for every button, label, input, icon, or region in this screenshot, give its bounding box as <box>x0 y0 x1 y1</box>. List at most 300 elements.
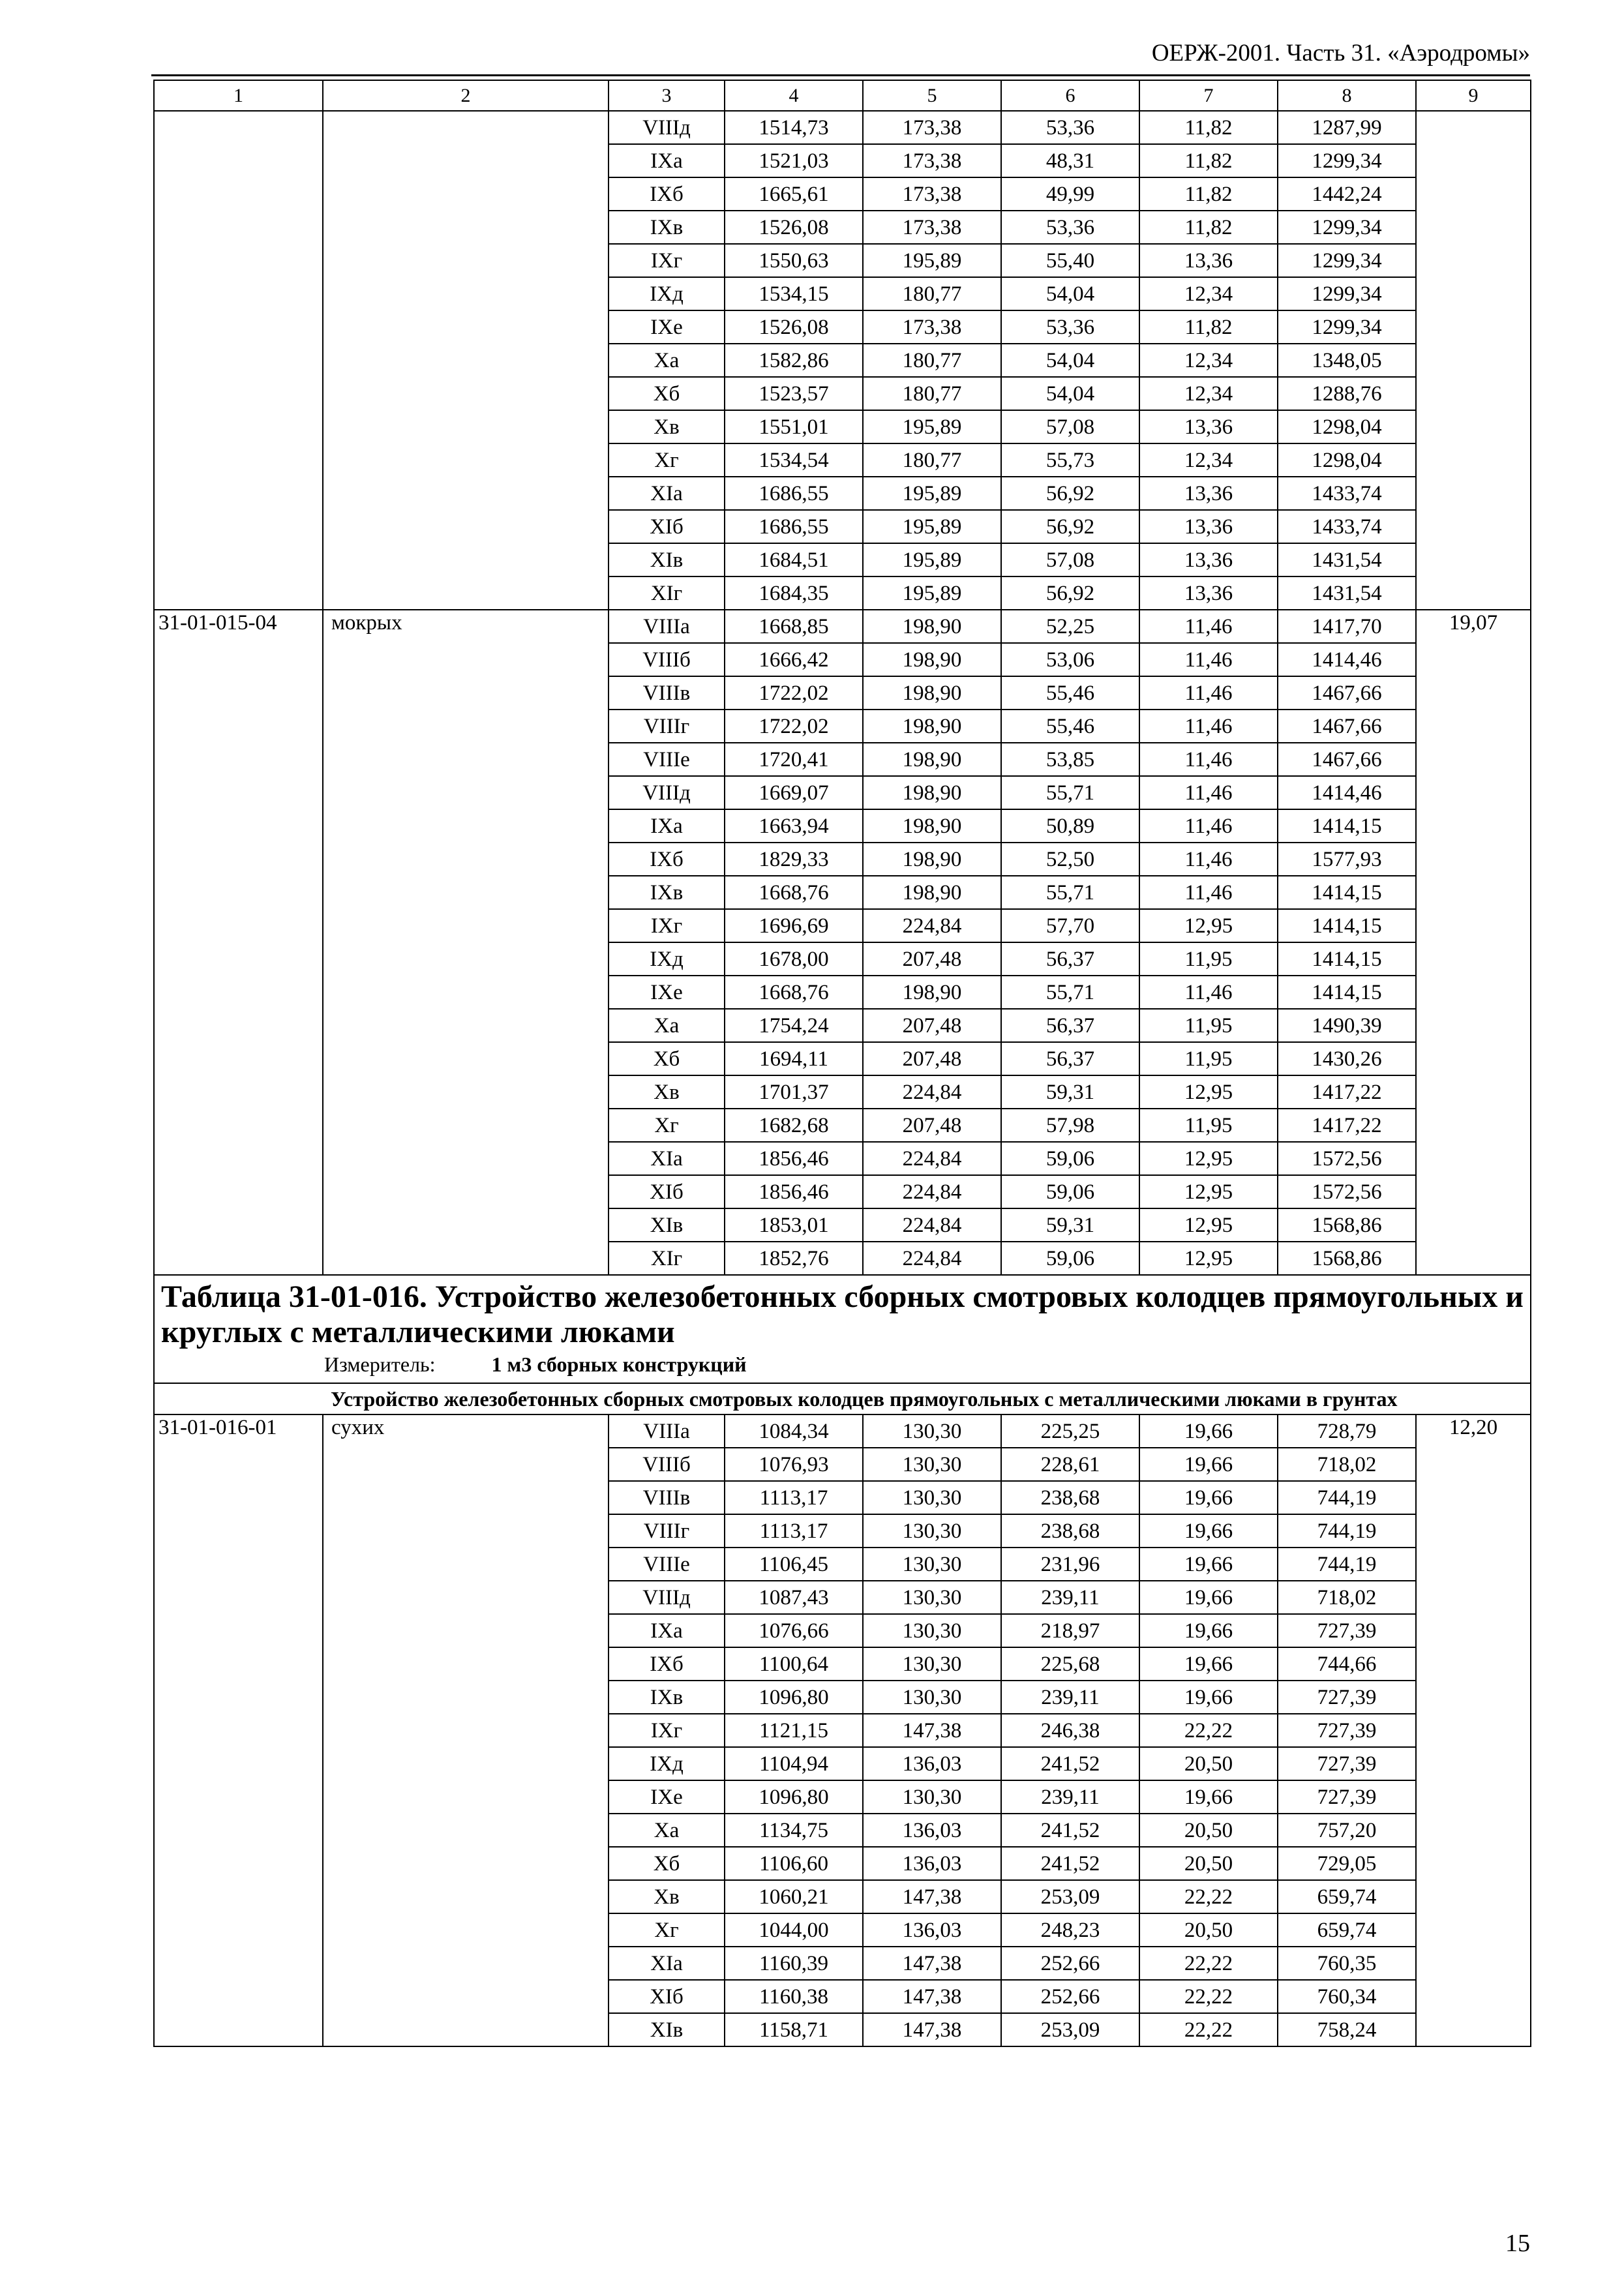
page-number: 15 <box>1505 2230 1530 2257</box>
cost-value: 1298,04 <box>1278 410 1416 443</box>
cost-value: 11,95 <box>1139 1042 1278 1075</box>
cost-value: 1852,76 <box>725 1242 863 1275</box>
cost-value: 1666,42 <box>725 643 863 676</box>
column-number: 7 <box>1139 80 1278 111</box>
column-number: 5 <box>863 80 1001 111</box>
cost-value: 130,30 <box>863 1581 1001 1614</box>
soil-group: Xг <box>609 1109 725 1142</box>
cost-value: 11,46 <box>1139 610 1278 643</box>
cost-value: 1431,54 <box>1278 576 1416 610</box>
cost-value: 224,84 <box>863 1242 1001 1275</box>
cost-value: 1853,01 <box>725 1208 863 1242</box>
cost-value: 1663,94 <box>725 809 863 843</box>
cost-value: 1100,64 <box>725 1647 863 1681</box>
cost-value: 57,08 <box>1001 410 1139 443</box>
cost-value: 1298,04 <box>1278 443 1416 477</box>
cost-value: 59,31 <box>1001 1208 1139 1242</box>
soil-group: IXв <box>609 211 725 244</box>
header-rule <box>151 74 1530 76</box>
cost-value: 12,95 <box>1139 1175 1278 1208</box>
cost-value: 147,38 <box>863 2013 1001 2046</box>
labor-value: 12,20 <box>1416 1414 1531 2046</box>
cost-value: 147,38 <box>863 1980 1001 2013</box>
cost-value: 253,09 <box>1001 1880 1139 1913</box>
cost-value: 1678,00 <box>725 942 863 976</box>
cost-value: 1526,08 <box>725 211 863 244</box>
soil-group: IXг <box>609 1714 725 1747</box>
cost-value: 246,38 <box>1001 1714 1139 1747</box>
cost-value: 239,11 <box>1001 1780 1139 1814</box>
cost-value: 130,30 <box>863 1448 1001 1481</box>
cost-value: 53,06 <box>1001 643 1139 676</box>
cost-value: 1121,15 <box>725 1714 863 1747</box>
cost-value: 57,08 <box>1001 543 1139 576</box>
cost-value: 136,03 <box>863 1814 1001 1847</box>
soil-group: XIб <box>609 1980 725 2013</box>
cost-value: 11,46 <box>1139 976 1278 1009</box>
cost-value: 218,97 <box>1001 1614 1139 1647</box>
cost-value: 19,66 <box>1139 1647 1278 1681</box>
cost-value: 195,89 <box>863 510 1001 543</box>
cost-value: 11,46 <box>1139 676 1278 710</box>
cost-value: 760,34 <box>1278 1980 1416 2013</box>
cost-value: 225,68 <box>1001 1647 1139 1681</box>
labor-value: 19,07 <box>1416 610 1531 1275</box>
cost-value: 1430,26 <box>1278 1042 1416 1075</box>
cost-value: 1414,15 <box>1278 942 1416 976</box>
soil-group: VIIIб <box>609 643 725 676</box>
soil-group: Xг <box>609 1913 725 1947</box>
cost-value: 224,84 <box>863 909 1001 942</box>
cost-value: 55,71 <box>1001 776 1139 809</box>
cost-value: 1521,03 <box>725 144 863 177</box>
cost-value: 195,89 <box>863 410 1001 443</box>
cost-value: 59,31 <box>1001 1075 1139 1109</box>
cost-value: 1550,63 <box>725 244 863 277</box>
soil-group: XIв <box>609 543 725 576</box>
cost-value: 12,34 <box>1139 277 1278 310</box>
column-number: 1 <box>154 80 323 111</box>
cost-value: 239,11 <box>1001 1681 1139 1714</box>
cost-value: 728,79 <box>1278 1414 1416 1448</box>
meter-label: Измеритель: <box>324 1353 436 1376</box>
cost-value: 12,95 <box>1139 1075 1278 1109</box>
cost-value: 11,46 <box>1139 776 1278 809</box>
rates-table <box>153 80 1531 2047</box>
cost-value: 55,46 <box>1001 676 1139 710</box>
cost-value: 224,84 <box>863 1175 1001 1208</box>
soil-group: VIIIд <box>609 776 725 809</box>
cost-value: 744,66 <box>1278 1647 1416 1681</box>
cost-value: 180,77 <box>863 377 1001 410</box>
cost-value: 11,95 <box>1139 1109 1278 1142</box>
cost-value: 1087,43 <box>725 1581 863 1614</box>
cost-value: 20,50 <box>1139 1913 1278 1947</box>
soil-group: Xб <box>609 1042 725 1075</box>
meter-line <box>161 1351 1525 1377</box>
cost-value: 1754,24 <box>725 1009 863 1042</box>
soil-group: VIIIе <box>609 1548 725 1581</box>
cost-value: 53,85 <box>1001 743 1139 776</box>
cost-value: 136,03 <box>863 1913 1001 1947</box>
cost-value: 19,66 <box>1139 1448 1278 1481</box>
cost-value: 173,38 <box>863 177 1001 211</box>
cost-value: 59,06 <box>1001 1142 1139 1175</box>
cost-value: 1668,85 <box>725 610 863 643</box>
cost-value: 1106,60 <box>725 1847 863 1880</box>
cost-value: 1096,80 <box>725 1681 863 1714</box>
cost-value: 1534,54 <box>725 443 863 477</box>
table-row <box>154 1414 1531 1448</box>
soil-group: IXе <box>609 1780 725 1814</box>
cost-value: 248,23 <box>1001 1913 1139 1947</box>
cost-value: 12,95 <box>1139 1208 1278 1242</box>
cost-value: 55,71 <box>1001 976 1139 1009</box>
table-016-subtitle-row <box>154 1383 1531 1414</box>
cost-value: 1701,37 <box>725 1075 863 1109</box>
cost-value: 1417,22 <box>1278 1075 1416 1109</box>
soil-group: Xa <box>609 344 725 377</box>
cost-value: 49,99 <box>1001 177 1139 211</box>
cost-value: 1299,34 <box>1278 310 1416 344</box>
cost-value: 1523,57 <box>725 377 863 410</box>
cost-value: 1551,01 <box>725 410 863 443</box>
cost-value: 173,38 <box>863 144 1001 177</box>
cost-value: 1084,34 <box>725 1414 863 1448</box>
cost-value: 198,90 <box>863 809 1001 843</box>
cost-value: 59,06 <box>1001 1242 1139 1275</box>
column-number: 9 <box>1416 80 1531 111</box>
cost-value: 727,39 <box>1278 1747 1416 1780</box>
cost-value: 55,40 <box>1001 244 1139 277</box>
soil-condition <box>323 111 609 610</box>
subtitle-spacer <box>154 1383 323 1414</box>
cost-value: 1417,22 <box>1278 1109 1416 1142</box>
soil-group: IXг <box>609 244 725 277</box>
soil-group: IXб <box>609 843 725 876</box>
table-row <box>154 610 1531 643</box>
cost-value: 238,68 <box>1001 1514 1139 1548</box>
soil-group: IXд <box>609 277 725 310</box>
cost-value: 147,38 <box>863 1714 1001 1747</box>
cost-value: 1158,71 <box>725 2013 863 2046</box>
table-subtitle: Устройство железобетонных сборных смотровых колодцев прямоугольных с металлическими люками в грунтах <box>323 1383 1531 1414</box>
cost-value: 1414,15 <box>1278 976 1416 1009</box>
soil-group: Xв <box>609 1880 725 1913</box>
cost-value: 1442,24 <box>1278 177 1416 211</box>
cost-value: 727,39 <box>1278 1714 1416 1747</box>
cost-value: 1577,93 <box>1278 843 1416 876</box>
soil-group: IXв <box>609 876 725 909</box>
cost-value: 19,66 <box>1139 1414 1278 1448</box>
cost-value: 19,66 <box>1139 1681 1278 1714</box>
cost-value: 11,46 <box>1139 876 1278 909</box>
cost-value: 20,50 <box>1139 1814 1278 1847</box>
soil-group: XIб <box>609 1175 725 1208</box>
cost-value: 136,03 <box>863 1847 1001 1880</box>
cost-value: 1096,80 <box>725 1780 863 1814</box>
cost-value: 53,36 <box>1001 111 1139 144</box>
cost-value: 1582,86 <box>725 344 863 377</box>
cost-value: 11,46 <box>1139 809 1278 843</box>
cost-value: 1076,66 <box>725 1614 863 1647</box>
cost-value: 198,90 <box>863 976 1001 1009</box>
cost-value: 1431,54 <box>1278 543 1416 576</box>
rate-code: 31-01-016-01 <box>154 1414 323 2046</box>
cost-value: 1076,93 <box>725 1448 863 1481</box>
cost-value: 20,50 <box>1139 1747 1278 1780</box>
cost-value: 718,02 <box>1278 1448 1416 1481</box>
soil-group: Xб <box>609 1847 725 1880</box>
cost-value: 56,37 <box>1001 942 1139 976</box>
cost-value: 198,90 <box>863 876 1001 909</box>
cost-value: 1106,45 <box>725 1548 863 1581</box>
cost-value: 207,48 <box>863 1009 1001 1042</box>
cost-value: 1299,34 <box>1278 277 1416 310</box>
cost-value: 1668,76 <box>725 876 863 909</box>
cost-value: 173,38 <box>863 211 1001 244</box>
cost-value: 1722,02 <box>725 676 863 710</box>
cost-value: 147,38 <box>863 1947 1001 1980</box>
soil-group: IXе <box>609 976 725 1009</box>
cost-value: 136,03 <box>863 1747 1001 1780</box>
cost-value: 22,22 <box>1139 1714 1278 1747</box>
cost-value: 11,46 <box>1139 843 1278 876</box>
cost-value: 130,30 <box>863 1614 1001 1647</box>
cost-value: 198,90 <box>863 776 1001 809</box>
soil-condition: сухих <box>323 1414 609 2046</box>
cost-value: 1467,66 <box>1278 743 1416 776</box>
cost-value: 130,30 <box>863 1514 1001 1548</box>
cost-value: 22,22 <box>1139 1947 1278 1980</box>
soil-group: IXa <box>609 144 725 177</box>
labor-value <box>1416 111 1531 610</box>
cost-value: 1696,69 <box>725 909 863 942</box>
soil-group: Xг <box>609 443 725 477</box>
cost-value: 13,36 <box>1139 477 1278 510</box>
cost-value: 12,95 <box>1139 1142 1278 1175</box>
cost-value: 173,38 <box>863 111 1001 144</box>
cost-value: 224,84 <box>863 1142 1001 1175</box>
cost-value: 56,92 <box>1001 576 1139 610</box>
column-number: 3 <box>609 80 725 111</box>
cost-value: 1414,15 <box>1278 809 1416 843</box>
cost-value: 173,38 <box>863 310 1001 344</box>
cost-value: 11,46 <box>1139 710 1278 743</box>
cost-value: 1134,75 <box>725 1814 863 1847</box>
cost-value: 1686,55 <box>725 510 863 543</box>
soil-group: XIв <box>609 1208 725 1242</box>
cost-value: 50,89 <box>1001 809 1139 843</box>
cost-value: 1113,17 <box>725 1481 863 1514</box>
cost-value: 54,04 <box>1001 344 1139 377</box>
cost-value: 241,52 <box>1001 1847 1139 1880</box>
cost-value: 130,30 <box>863 1414 1001 1448</box>
cost-value: 1467,66 <box>1278 676 1416 710</box>
column-number: 2 <box>323 80 609 111</box>
cost-value: 1514,73 <box>725 111 863 144</box>
cost-value: 1414,15 <box>1278 876 1416 909</box>
cost-value: 198,90 <box>863 643 1001 676</box>
cost-value: 1829,33 <box>725 843 863 876</box>
soil-group: XIг <box>609 1242 725 1275</box>
cost-value: 130,30 <box>863 1647 1001 1681</box>
cost-value: 53,36 <box>1001 310 1139 344</box>
cost-value: 252,66 <box>1001 1980 1139 2013</box>
cost-value: 241,52 <box>1001 1814 1139 1847</box>
cost-value: 1665,61 <box>725 177 863 211</box>
cost-value: 130,30 <box>863 1481 1001 1514</box>
cost-value: 195,89 <box>863 477 1001 510</box>
cost-value: 11,95 <box>1139 942 1278 976</box>
cost-value: 718,02 <box>1278 1581 1416 1614</box>
column-number-row <box>154 80 1531 111</box>
cost-value: 13,36 <box>1139 410 1278 443</box>
cost-value: 56,37 <box>1001 1009 1139 1042</box>
cost-value: 11,46 <box>1139 743 1278 776</box>
cost-value: 659,74 <box>1278 1880 1416 1913</box>
soil-group: Xa <box>609 1814 725 1847</box>
cost-value: 11,82 <box>1139 144 1278 177</box>
soil-group: IXг <box>609 909 725 942</box>
cost-value: 54,04 <box>1001 377 1139 410</box>
cost-value: 1686,55 <box>725 477 863 510</box>
cost-value: 1694,11 <box>725 1042 863 1075</box>
cost-value: 11,95 <box>1139 1009 1278 1042</box>
cost-value: 1568,86 <box>1278 1242 1416 1275</box>
cost-value: 729,05 <box>1278 1847 1416 1880</box>
cost-value: 1856,46 <box>725 1142 863 1175</box>
cost-value: 1044,00 <box>725 1913 863 1947</box>
cost-value: 1684,35 <box>725 576 863 610</box>
cost-value: 56,92 <box>1001 477 1139 510</box>
cost-value: 19,66 <box>1139 1614 1278 1647</box>
cost-value: 1414,46 <box>1278 776 1416 809</box>
cost-value: 195,89 <box>863 576 1001 610</box>
cost-value: 758,24 <box>1278 2013 1416 2046</box>
cost-value: 195,89 <box>863 244 1001 277</box>
cost-value: 19,66 <box>1139 1548 1278 1581</box>
cost-value: 55,46 <box>1001 710 1139 743</box>
cost-value: 22,22 <box>1139 1880 1278 1913</box>
cost-value: 727,39 <box>1278 1614 1416 1647</box>
cost-value: 180,77 <box>863 344 1001 377</box>
column-number: 8 <box>1278 80 1416 111</box>
soil-group: IXд <box>609 942 725 976</box>
cost-value: 57,70 <box>1001 909 1139 942</box>
soil-group: Xв <box>609 1075 725 1109</box>
cost-value: 54,04 <box>1001 277 1139 310</box>
cost-value: 53,36 <box>1001 211 1139 244</box>
table-title: Таблица 31-01-016. Устройство железобетонных сборных смотровых колодцев прямоугольных и круглых с металлическими люками <box>161 1279 1524 1349</box>
cost-value: 1417,70 <box>1278 610 1416 643</box>
cost-value: 1288,76 <box>1278 377 1416 410</box>
cost-value: 180,77 <box>863 277 1001 310</box>
cost-value: 225,25 <box>1001 1414 1139 1448</box>
cost-value: 1348,05 <box>1278 344 1416 377</box>
soil-group: IXв <box>609 1681 725 1714</box>
cost-value: 19,66 <box>1139 1481 1278 1514</box>
cost-value: 130,30 <box>863 1548 1001 1581</box>
cost-value: 55,71 <box>1001 876 1139 909</box>
cost-value: 1490,39 <box>1278 1009 1416 1042</box>
cost-value: 1060,21 <box>725 1880 863 1913</box>
soil-group: IXa <box>609 1614 725 1647</box>
cost-value: 48,31 <box>1001 144 1139 177</box>
cost-value: 659,74 <box>1278 1913 1416 1947</box>
cost-value: 224,84 <box>863 1075 1001 1109</box>
cost-value: 757,20 <box>1278 1814 1416 1847</box>
cost-value: 13,36 <box>1139 543 1278 576</box>
cost-value: 744,19 <box>1278 1481 1416 1514</box>
soil-group: VIIIa <box>609 610 725 643</box>
soil-condition: мокрых <box>323 610 609 1275</box>
cost-value: 198,90 <box>863 676 1001 710</box>
cost-value: 207,48 <box>863 942 1001 976</box>
cost-value: 1572,56 <box>1278 1142 1416 1175</box>
cost-value: 11,46 <box>1139 643 1278 676</box>
soil-group: VIIIв <box>609 1481 725 1514</box>
cost-value: 1534,15 <box>725 277 863 310</box>
cost-value: 207,48 <box>863 1042 1001 1075</box>
soil-group: IXб <box>609 177 725 211</box>
cost-value: 241,52 <box>1001 1747 1139 1780</box>
cost-value: 1526,08 <box>725 310 863 344</box>
cost-value: 52,25 <box>1001 610 1139 643</box>
cost-value: 19,66 <box>1139 1780 1278 1814</box>
cost-value: 12,95 <box>1139 909 1278 942</box>
soil-group: XIв <box>609 2013 725 2046</box>
cost-value: 19,66 <box>1139 1514 1278 1548</box>
soil-group: XIa <box>609 1947 725 1980</box>
cost-value: 59,06 <box>1001 1175 1139 1208</box>
soil-group: VIIIг <box>609 1514 725 1548</box>
table-016-heading <box>154 1275 1531 1414</box>
table-016-title-cell <box>154 1275 1531 1383</box>
soil-group: Xa <box>609 1009 725 1042</box>
cost-value: 1299,34 <box>1278 211 1416 244</box>
cost-value: 744,19 <box>1278 1548 1416 1581</box>
cost-value: 198,90 <box>863 610 1001 643</box>
cost-value: 198,90 <box>863 710 1001 743</box>
cost-value: 228,61 <box>1001 1448 1139 1481</box>
cost-value: 19,66 <box>1139 1581 1278 1614</box>
soil-group: VIIIг <box>609 710 725 743</box>
soil-group: Xб <box>609 377 725 410</box>
cost-value: 1669,07 <box>725 776 863 809</box>
cost-value: 13,36 <box>1139 244 1278 277</box>
cost-value: 727,39 <box>1278 1681 1416 1714</box>
cost-value: 727,39 <box>1278 1780 1416 1814</box>
cost-value: 11,82 <box>1139 211 1278 244</box>
cost-value: 744,19 <box>1278 1514 1416 1548</box>
column-number: 6 <box>1001 80 1139 111</box>
cost-value: 252,66 <box>1001 1947 1139 1980</box>
cost-value: 1299,34 <box>1278 244 1416 277</box>
cost-value: 130,30 <box>863 1780 1001 1814</box>
cost-value: 12,34 <box>1139 377 1278 410</box>
rate-code: 31-01-015-04 <box>154 610 323 1275</box>
cost-value: 1467,66 <box>1278 710 1416 743</box>
soil-group: XIб <box>609 510 725 543</box>
cost-value: 12,95 <box>1139 1242 1278 1275</box>
cost-value: 1104,94 <box>725 1747 863 1780</box>
table-016-body <box>154 1414 1531 2046</box>
soil-group: VIIIб <box>609 1448 725 1481</box>
meter-unit: 1 м3 сборных конструкций <box>491 1353 747 1376</box>
column-number: 4 <box>725 80 863 111</box>
cost-value: 195,89 <box>863 543 1001 576</box>
